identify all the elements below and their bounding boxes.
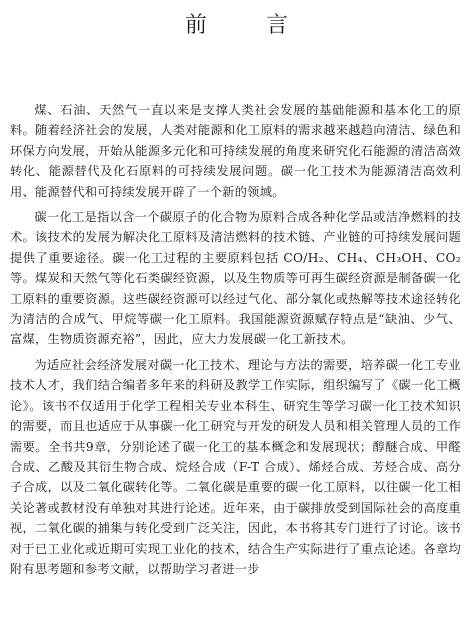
page-title: 前 言 bbox=[185, 13, 314, 38]
preface-body bbox=[10, 100, 461, 584]
paragraph-1: 煤、石油、天然气一直以来是支撑人类社会发展的基础能源和基本化工的原料。随着经济社会的发展，人类对能源和化工原料的需求越来越趋向清洁、绿色和环保方向发展，开始从能源多元化和可持续发展的角度来研究化石能源的清洁高效转化、能源替代及化石原料的可持续发展问题。碳一化工技术为能源清洁高效利用、能源替代和可持续发展开辟了一个新的领域。 bbox=[10, 103, 461, 199]
paragraph-2: 碳一化工是指以含一个碳原子的化合物为原料合成各种化学品或洁净燃料的技术。该技术的发展为解决化工原料及清洁燃料的技术链、产业链的可持续发展问题提供了重要途径。碳一化工过程的主要原料包括 CO/H₂、CH₄、CH₃OH、CO₂等。煤炭和天然气等化石类碳经资源，以及生物质等可再生碳经资源是制备碳一化工原料的重要资源。这些碳经资源可以经过气化、部分氧化或热解等技术途径转化为清洁的合成气、甲烷等碳一化工原料。我国能源资源赋存特点是“缺油、少气、富煤，生物质资源充裕”，因此，应大力发展碳一化工新技术。 bbox=[10, 210, 461, 347]
paragraph-3: 为适应社会经济发展对碳一化工技术、理论与方法的需要，培养碳一化工专业技术人才，我们结合编者多年来的科研及教学工作实际，组织编写了《碳一化工概论》。该书不仅适用于化学工程相关专业本科生、研究生等学习碳一化工技术知识的需要，而且也适应于从事碳一化工研究与开发的研发人员和相关管理人员的工作需要。全书共9章，分别论述了碳一化工的基本概念和发展现状；醇醚合成、甲醛合成、乙酸及其衍生物合成、烷烃合成（F-T 合成）、烯烃合成、芳烃合成、高分子合成，以及二氧化碳转化等。二氧化碳是重要的碳一化工原料，以往碳一化工相关论著或教材没有单独对其进行论述。近年来，由于碳排放受到国际社会的高度重视，二氧化碳的捕集与转化受到广泛关注，因此，本书将其专门进行了讨论。该书对于已工业化或近期可实现工业化的技术，结合生产实际进行了重点论述。各章均附有思考题和参考文献，以帮助学习者进一步 bbox=[10, 357, 461, 576]
